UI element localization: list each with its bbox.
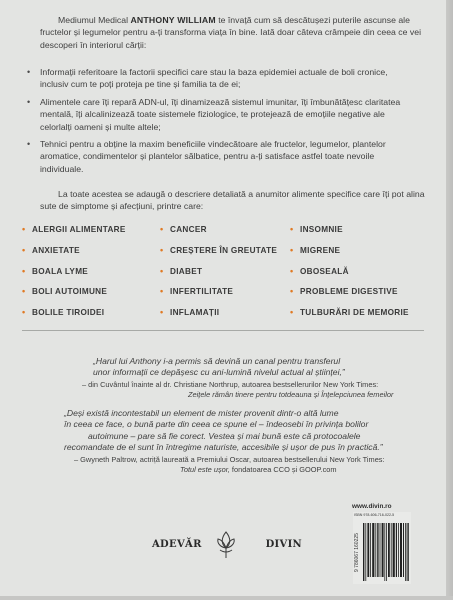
page-edge: [446, 0, 453, 600]
condition-item: • BOLI AUTOIMUNE: [22, 286, 108, 297]
condition-item: • ALERGII ALIMENTARE: [22, 224, 126, 234]
work-title: Totul este ușor,: [180, 464, 230, 474]
attribution-northrup: [82, 380, 393, 399]
bullet-dot-icon: •: [290, 265, 294, 276]
intro-line1-post: te învață cum să descătușezi puterile ascunse ale: [218, 15, 410, 25]
quote-northrup: [93, 356, 345, 378]
quote-line: autoimune – pare să fie corect. Vestea și mai bună este că protocoalele: [88, 430, 361, 441]
summary-paragraph: [40, 188, 425, 213]
author-name: ANTHONY WILLIAM: [130, 15, 216, 25]
quote-line: unor informații ce depășesc cu ani-lumină nivelul actual al științei,”: [93, 367, 345, 377]
benefit-line: mentală, îți alcalinizează toate sistemele fiziologice, te protejează de emoțiile negative ale: [40, 109, 385, 120]
attribution-text: – din Cuvântul înainte al dr. Christiane Northrup, autoarea bestsellerurilor New York Times:: [82, 380, 379, 389]
intro-line2: fructelor și legumelor pentru a-ți transforma viața în bine. Iată doar câteva crâmpeie din ceea ce vei: [40, 27, 421, 38]
bullet-dot-icon: •: [27, 67, 31, 77]
condition-item: • DIABET: [160, 265, 203, 276]
bullet-dot-icon: •: [290, 224, 294, 234]
benefit-line: celorlalți oameni și multe altele;: [40, 121, 161, 132]
conditions-column-1: [22, 225, 126, 329]
bullet-dot-icon: •: [22, 286, 26, 297]
barcode-number: 9 786067 160225: [354, 533, 360, 572]
benefit-line: inclusiv cum te poți proteja pe tine și familia ta de ei;: [40, 79, 241, 90]
lotus-emblem-icon: [216, 530, 236, 560]
publisher-website: www.divin.ro: [352, 503, 392, 510]
intro-line1-pre: Mediumul Medical: [58, 15, 129, 25]
bullet-dot-icon: •: [160, 224, 164, 234]
benefits-list: [24, 66, 426, 175]
publisher-name-left: ADEVĂR: [152, 539, 202, 550]
summary-line1: La toate acestea se adaugă o descriere detaliată a anumitor alimente specifice care îți pot alina: [58, 189, 425, 199]
condition-item: • BOLILE TIROIDEI: [22, 307, 105, 318]
intro-paragraph: [40, 14, 425, 51]
condition-item: • CREȘTERE ÎN GREUTATE: [160, 244, 278, 255]
condition-item: • INSOMNIE: [290, 224, 343, 234]
attribution-text: – Gwyneth Paltrow, actriță laureată a Premiului Oscar, autoarea bestsellerului New York Times:: [74, 455, 385, 464]
bullet-dot-icon: •: [290, 286, 294, 297]
work-title: Zeițele rămân tinere pentru totdeauna și Înțelepciunea femeilor: [188, 389, 394, 399]
bullet-dot-icon: •: [160, 244, 164, 255]
bullet-dot-icon: •: [22, 244, 26, 255]
bullet-dot-icon: •: [27, 139, 31, 150]
benefit-item: [24, 96, 426, 133]
summary-line2: sute de simptome și afecțiuni, printre care:: [40, 201, 204, 212]
barcode-icon: [363, 523, 409, 581]
intro-line3: descoperi în interiorul cărții:: [40, 39, 147, 50]
bullet-dot-icon: •: [22, 265, 26, 276]
conditions-column-2: [160, 225, 277, 329]
benefit-line: individuale.: [40, 163, 84, 174]
page-edge: [0, 596, 453, 600]
condition-item: • INFLAMAȚII: [160, 307, 220, 318]
bullet-dot-icon: •: [290, 307, 294, 318]
quote-line: „Deși există incontestabil un element de mister provenit dintr-o altă lume: [64, 408, 339, 418]
condition-item: • OBOSEALĂ: [290, 265, 349, 276]
publisher-name-right: DIVIN: [265, 539, 302, 550]
bullet-dot-icon: •: [160, 286, 164, 297]
attribution-paltrow: [74, 455, 385, 474]
bullet-dot-icon: •: [290, 244, 294, 255]
quote-line: recomandate de el sunt în întregime naturiste, accesibile și ușor de pus în practică.”: [64, 442, 383, 453]
condition-item: • TULBURĂRI DE MEMORIE: [290, 307, 409, 318]
bullet-dot-icon: •: [160, 265, 164, 276]
quote-line: în ceea ce face, o bună parte din ceea ce spune el – îndeosebi în privința bolilor: [64, 419, 369, 430]
condition-item: • PROBLEME DIGESTIVE: [290, 286, 398, 297]
bullet-dot-icon: •: [22, 307, 26, 318]
condition-item: • CANCER: [160, 224, 207, 234]
benefit-item: [24, 66, 426, 91]
quote-line: „Harul lui Anthony i-a permis să devină un canal pentru transferul: [93, 356, 341, 366]
benefit-line: aromatice, condimentelor și plantelor sălbatice, pentru a-ți satisface astfel toate nevoile: [40, 151, 375, 162]
publisher-logo: [152, 534, 302, 558]
work-suffix: fondatoarea CCO și GOOP.com: [231, 464, 337, 474]
condition-item: • INFERTILITATE: [160, 286, 234, 297]
benefit-line: Tehnici pentru a obține la maxim beneficiile vindecătoare ale fructelor, legumelor, plantelor: [40, 139, 386, 150]
bullet-dot-icon: •: [22, 224, 26, 234]
conditions-column-3: [290, 225, 409, 329]
section-divider: [22, 330, 424, 331]
bullet-dot-icon: •: [27, 96, 31, 107]
benefit-line: Informații referitoare la factorii specifici care stau la baza epidemiei actuale de boli cronice,: [40, 67, 388, 77]
condition-item: • BOALA LYME: [22, 265, 89, 276]
bullet-dot-icon: •: [160, 307, 164, 318]
condition-item: • MIGRENE: [290, 244, 341, 255]
isbn-label: ISBN 978-606-716-022-5: [354, 513, 395, 517]
condition-item: • ANXIETATE: [22, 244, 80, 255]
quote-paltrow: [64, 408, 383, 454]
benefit-line: Alimentele care îți repară ADN-ul, îți dinamizează sistemul imunitar, îți îmbunătățesc claritatea: [40, 96, 401, 107]
benefit-item: [24, 138, 426, 175]
